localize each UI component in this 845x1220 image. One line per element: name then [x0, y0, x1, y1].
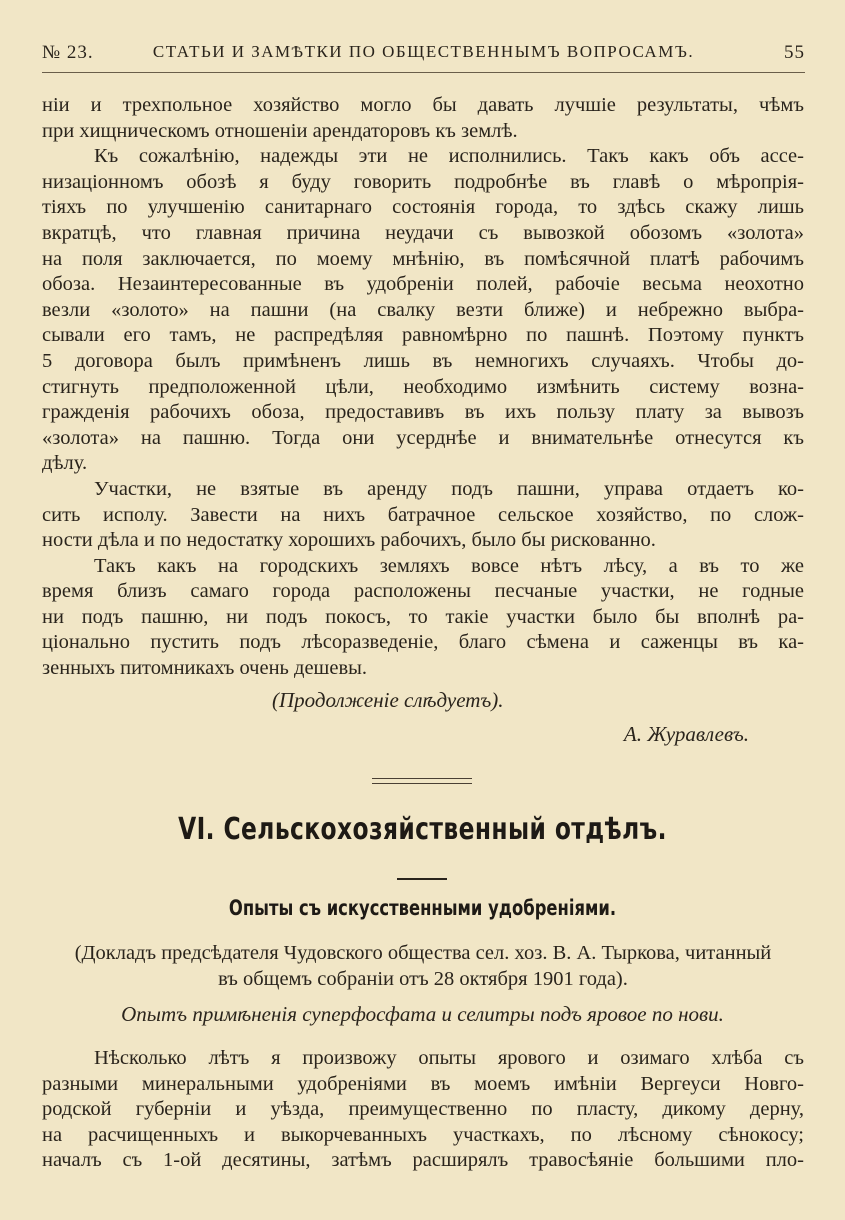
running-header: [42, 42, 805, 73]
text-line: Такъ какъ на городскихъ земляхъ вовсе нѣтъ лѣсу, а въ то же: [94, 554, 804, 577]
article-body: [42, 93, 804, 682]
text-line: разными минеральными удобренiями въ моемъ имѣнiи Вергеуси Новго-: [42, 1072, 804, 1095]
text-line: на поля заключается, по моему мнѣнiю, въ помѣсячной платѣ рабочимъ: [42, 247, 804, 270]
text-line: на расчищенныхъ и выкорчеванныхъ участкахъ, по лѣсному сѣнокосу;: [42, 1123, 804, 1146]
text-line: нiи и трехпольное хозяйство могло бы давать лучшiе результаты, чѣмъ: [42, 94, 804, 116]
text-line: при хищническомъ отношенiи арендаторовъ къ землѣ.: [42, 119, 518, 142]
text-line: стигнуть предположенной цѣли, необходимо измѣнить систему возна-: [42, 375, 804, 398]
text-line: ни подъ пашню, ни подъ покосъ, то такiе участки было бы вполнѣ ра-: [42, 605, 804, 628]
issue-number: № 23.: [42, 42, 94, 63]
report-line: въ общемъ собранiи отъ 28 октября 1901 года).: [218, 968, 628, 990]
text-line: ности дѣла и по недостатку хорошихъ рабочихъ, было бы рискованно.: [42, 529, 656, 552]
text-line: Участки, не взятые въ аренду подъ пашни, управа отдаетъ ко-: [94, 477, 804, 500]
text-line: Нѣсколько лѣтъ я произвожу опыты ярового и озимаго хлѣба съ: [94, 1047, 804, 1069]
article-subtitle: Опыты съ искусственными удобренiями.: [228, 896, 617, 920]
text-line: началъ съ 1-ой десятины, затѣмъ расширялъ травосѣянiе большими пло-: [42, 1149, 804, 1172]
separator-rule: [372, 783, 472, 784]
text-line: обоза. Незаинтересованные въ удобренiи полей, рабочiе весьма неохотно: [42, 273, 804, 296]
experiment-title: Опытъ примѣненiя суперфосфата и селитры подъ яровое по нови.: [121, 1002, 724, 1026]
page-number: 55: [784, 42, 805, 63]
text-line: низацiонномъ обозѣ я буду говорить подробнѣе въ главѣ о мѣропрiя-: [42, 170, 804, 193]
text-line: время близъ самаго города расположены песчаные участки, не годные: [42, 580, 804, 603]
separator-rule: [372, 778, 472, 779]
text-line: сить исполу. Завести на нихъ батрачное сельское хозяйство, по слож-: [42, 503, 804, 526]
continued-note: (Продолженiе слѣдуетъ).: [272, 688, 504, 712]
header-title: СТАТЬИ И ЗАМѢТКИ ПО ОБЩЕСТВЕННЫМЪ ВОПРОСАМЪ.: [152, 42, 695, 61]
report-line: (Докладъ предсѣдателя Чудовского общества сел. хоз. В. А. Тыркова, читанный: [74, 942, 772, 964]
text-line: дѣлу.: [42, 452, 88, 475]
report-note: [42, 940, 804, 992]
text-line: цiонально пустить подъ лѣсоразведенiе, благо сѣмена и саженцы въ ка-: [42, 631, 804, 654]
text-line: везли «золото» на пашни (на свалку везти ближе) и небрежно выбра-: [42, 298, 804, 321]
author-signature: А. Журавлевъ.: [623, 722, 749, 746]
text-line: Къ сожалѣнiю, надежды эти не исполнились. Такъ какъ объ ассе-: [94, 145, 804, 168]
text-line: родской губернiи и уѣзда, преимущественно по пласту, дикому дерну,: [42, 1098, 804, 1121]
text-line: 5 договора былъ примѣненъ лишь въ немногихъ случаяхъ. Чтобы до-: [42, 349, 804, 372]
text-line: «золота» на пашню. Тогда они усерднѣе и внимательнѣе отнесутся къ: [42, 426, 804, 449]
text-line: гражденiя рабочихъ обоза, предоставивъ въ ихъ пользу плату за вывозъ: [42, 401, 804, 424]
text-line: вкратцѣ, что главная причина неудачи съ вывозкой обозомъ «золота»: [42, 221, 804, 244]
section-title: VI. Сельскохозяйственный отдѣлъ.: [178, 812, 667, 847]
text-line: зенныхъ питомникахъ очень дешевы.: [42, 657, 368, 680]
text-line: сывали его тамъ, не распредѣляя равномѣрно по пашнѣ. Поэтому пунктъ: [42, 324, 804, 347]
text-line: тiяхъ по улучшенiю санитарнаго состоянiя города, то здѣсь скажу лишь: [42, 196, 804, 219]
section-divider: [397, 878, 447, 880]
section-body: [42, 1046, 804, 1174]
